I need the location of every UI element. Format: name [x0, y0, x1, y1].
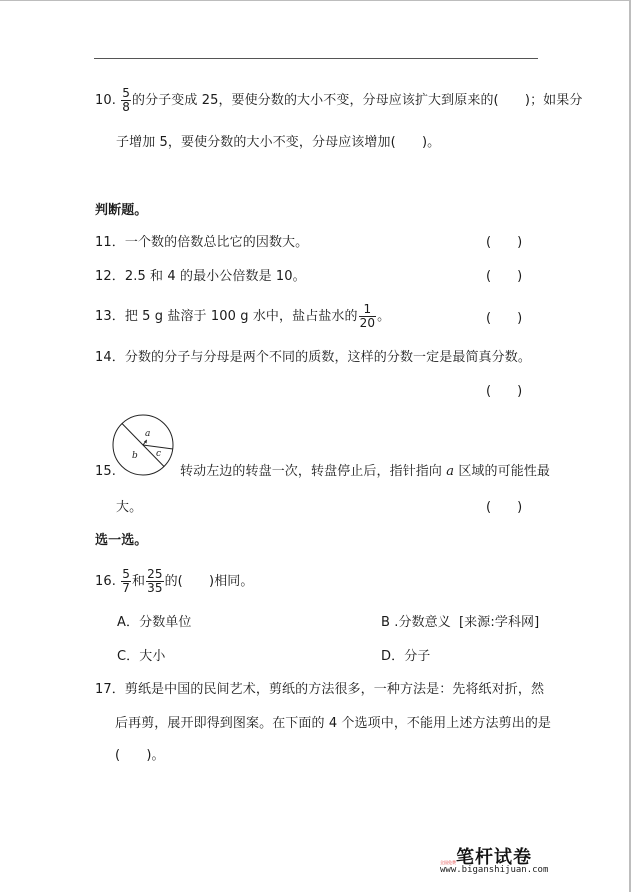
- question-number: 16.: [95, 574, 116, 589]
- fraction: $\frac{5}{7}$: [122, 567, 130, 595]
- header-rule: [94, 58, 538, 59]
- question-text: 的分子变成 25，要使分数的大小不变，分母应该扩大到原来的( )；如果分: [131, 93, 583, 108]
- question-10: [95, 87, 583, 114]
- option-b[interactable]: B .分数意义: [381, 615, 451, 630]
- section-title-choice: 选一选。: [95, 533, 148, 548]
- watermark-brand: 笔杆试卷: [456, 847, 532, 868]
- option-d[interactable]: D．分子: [381, 649, 431, 664]
- fraction: $\frac{1}{20}$: [359, 302, 376, 330]
- spinner-diagram: [112, 414, 174, 476]
- question-17: 17．剪纸是中国的民间艺术，剪纸的方法很多，一种方法是：先将纸对折，然: [95, 682, 545, 697]
- question-13: 13．把 5 g 盐溶于 100 g 水中，盐占盐水的 $\frac{1}{20}$ 。: [95, 302, 391, 330]
- question-10-continued: 子增加 5，要使分数的大小不变，分母应该增加( )。: [116, 135, 441, 150]
- question-text: 13．把 5 g 盐溶于 100 g 水中，盐占盐水的: [95, 309, 358, 324]
- option-a[interactable]: A．分数单位: [117, 615, 192, 630]
- page-frame-top: [0, 0, 631, 1]
- option-c[interactable]: C．大小: [117, 649, 166, 664]
- watermark-url: www.biganshijuan.com: [440, 865, 549, 875]
- spinner-label-c: c: [156, 449, 162, 459]
- question-15: 转动左边的转盘一次，转盘停止后，指针指向 a 区域的可能性最: [180, 464, 551, 479]
- section-title-judge: 判断题。: [95, 203, 148, 218]
- answer-blank-17[interactable]: ( )。: [115, 748, 165, 763]
- answer-blank-15[interactable]: ( ): [486, 500, 523, 515]
- question-12: 12．2.5 和 4 的最小公倍数是 10。: [95, 269, 306, 284]
- answer-blank-11[interactable]: ( ): [486, 235, 523, 250]
- question-number-15: 15.: [95, 464, 116, 479]
- watermark-tag: 全国免费: [440, 860, 456, 865]
- answer-blank-13[interactable]: ( ): [486, 311, 523, 326]
- question-17-line-2: 后再剪，展开即得到图案。在下面的 4 个选项中，不能用上述方法剪出的是: [115, 716, 552, 731]
- question-14: 14．分数的分子与分母是两个不同的质数，这样的分数一定是最简真分数。: [95, 350, 531, 365]
- answer-blank-14[interactable]: ( ): [486, 384, 523, 399]
- source-note: [来源:学科网]: [459, 615, 540, 630]
- fraction: $\frac{5}{8}$: [122, 86, 130, 114]
- answer-blank-12[interactable]: ( ): [486, 269, 523, 284]
- fraction: $\frac{25}{35}$: [147, 567, 163, 595]
- spinner-label-a: a: [145, 429, 151, 439]
- question-number: 10.: [95, 93, 116, 108]
- question-16: 16. $\frac{5}{7}$ 和 $\frac{25}{35}$ 的( )相同。: [95, 567, 254, 595]
- question-15-continued: 大。: [116, 500, 143, 515]
- question-11: 11．一个数的倍数总比它的因数大。: [95, 235, 309, 250]
- spinner-label-b: b: [132, 451, 138, 461]
- variable-a: a: [446, 464, 455, 479]
